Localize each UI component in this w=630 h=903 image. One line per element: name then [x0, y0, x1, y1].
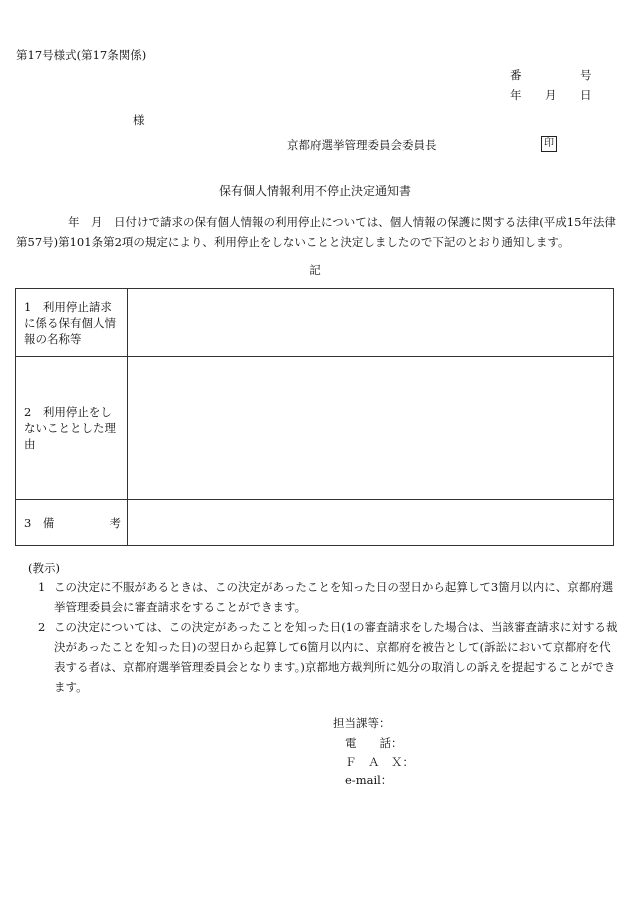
- year-label: 年: [510, 88, 522, 102]
- notice-item-number: 1: [38, 580, 46, 594]
- notice-item-1: [28, 577, 618, 617]
- ki-heading: 記: [309, 263, 321, 277]
- table-row: [16, 357, 614, 500]
- row-value-remarks[interactable]: [128, 500, 614, 546]
- row-label-remarks: [16, 500, 128, 546]
- form-number: 第17号様式(第17条関係): [16, 48, 147, 62]
- remarks-label-part-b: 考: [109, 515, 121, 530]
- notice-heading: (教示): [28, 561, 60, 575]
- notice-item-number: 2: [38, 620, 46, 634]
- addressee-honorific: 様: [133, 113, 145, 127]
- contact-email: e-mail：: [345, 773, 393, 787]
- row-label-reason: 2 利用停止をしないこととした理由: [16, 357, 128, 500]
- notice-item-text: この決定については、この決定があったことを知った日(1の審査請求をした場合は、当該審査請求に対する裁決があったことを知った日)の翌日から起算して6箇月以内に、京都府を被告として(訴訟において京都府を代表する者は、京都府選挙管理委員会となります。)京都地方裁判所に処分の取消しの訴えを提起することができます。: [54, 620, 618, 694]
- issuer-name: 京都府選挙管理委員会委員長: [287, 138, 437, 152]
- month-label: 月: [545, 88, 557, 102]
- row-value-info-name[interactable]: [128, 289, 614, 357]
- seal-stamp: 印: [541, 136, 557, 152]
- contact-fax: Ｆ Ａ Ｘ：: [345, 755, 414, 769]
- table-row: [16, 500, 614, 546]
- remarks-label-part-a: 3 備: [24, 515, 55, 530]
- row-label-info-name: 1 利用停止請求に係る保有個人情報の名称等: [16, 289, 128, 357]
- row-value-reason[interactable]: [128, 357, 614, 500]
- notice-item-text: この決定に不服があるときは、この決定があったことを知った日の翌日から起算して3箇月以内に、京都府選挙管理委員会に審査請求をすることができます。: [54, 580, 614, 614]
- table-row: [16, 289, 614, 357]
- body-paragraph: 年 月 日付けで請求の保有個人情報の利用停止については、個人情報の保護に関する法律(平成15年法律第57号)第101条第2項の規定により、利用停止をしないことと決定しましたので下記のとおり通知します。: [16, 215, 616, 249]
- contact-dept: 担当課等：: [333, 716, 391, 730]
- notice-item-2: [28, 617, 618, 697]
- number-label: 番: [510, 68, 522, 82]
- document-title: 保有個人情報利用不停止決定通知書: [218, 184, 411, 198]
- details-table: [15, 288, 614, 546]
- day-label: 日: [580, 88, 592, 102]
- contact-phone: 電 話：: [345, 736, 403, 750]
- number-suffix-label: 号: [580, 68, 592, 82]
